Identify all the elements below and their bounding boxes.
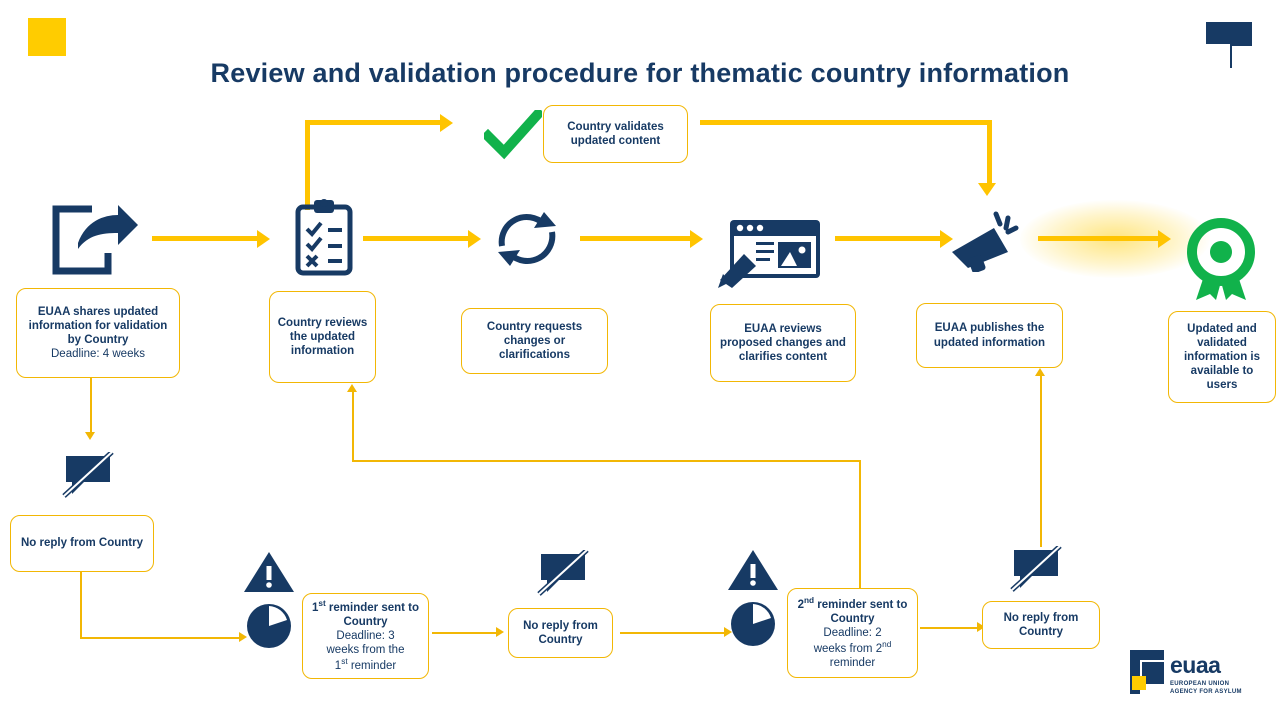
arrow-review-up xyxy=(305,120,310,210)
node-euaa-reviews-label: EUAA reviews proposed changes and clarifies content xyxy=(720,322,846,363)
arrow-down-to-publish xyxy=(987,120,992,185)
node-no-reply-3 xyxy=(982,601,1100,649)
arrow-publish-to-available xyxy=(1038,236,1158,241)
arrowhead-share-to-review xyxy=(257,230,270,248)
arrow-review-to-requests xyxy=(363,236,468,241)
arrowhead-publish-to-available xyxy=(1158,230,1171,248)
arrowhead-up-to-validate xyxy=(440,114,453,132)
node-euaa-reviews xyxy=(710,304,856,382)
arrowhead-review-to-requests xyxy=(468,230,481,248)
node-reminder-2-deadline: Deadline: 2 weeks from 2nd reminder xyxy=(813,626,892,669)
node-no-reply-3-label: No reply from Country xyxy=(1003,611,1079,638)
no-reply-icon-1 xyxy=(62,452,114,503)
arrowhead-requests-to-clarifies xyxy=(690,230,703,248)
line-loop-horizontal xyxy=(352,460,860,462)
megaphone-icon xyxy=(946,210,1024,277)
line-reminder2-to-noreply3 xyxy=(920,627,978,629)
node-no-reply-1-label: No reply from Country xyxy=(20,537,144,550)
node-country-validates xyxy=(543,105,688,163)
arrowhead-down-to-publish xyxy=(978,183,996,196)
arrowhead-share-to-noreply1 xyxy=(85,432,95,440)
green-award-icon xyxy=(1182,218,1260,305)
corner-square-yellow xyxy=(28,18,66,56)
line-reminder1-to-noreply2 xyxy=(432,632,497,634)
node-reminder-2-label: 2nd reminder sent to Country xyxy=(797,596,908,625)
arrow-requests-to-clarifies xyxy=(580,236,690,241)
node-reminder-1 xyxy=(302,593,429,679)
node-country-requests xyxy=(461,308,608,374)
logo-wordmark: euaa xyxy=(1170,652,1221,678)
node-reminder-1-label: 1st reminder sent to Country xyxy=(311,599,420,628)
node-no-reply-2-label: No reply from Country xyxy=(523,619,598,646)
node-reminder-1-deadline: Deadline: 3 weeks from the 1st reminder xyxy=(326,629,405,672)
node-no-reply-1 xyxy=(10,515,154,572)
node-euaa-shares-deadline: Deadline: 4 weeks xyxy=(51,348,145,361)
arrow-share-to-review xyxy=(152,236,257,241)
node-euaa-shares-label: EUAA shares updated information for validation by Country xyxy=(28,305,168,346)
line-noreply1-down xyxy=(80,570,82,638)
page-title: Review and validation procedure for thematic country information xyxy=(210,58,1070,88)
euaa-logo xyxy=(1130,650,1248,704)
share-arrow-icon xyxy=(52,205,140,280)
line-share-to-noreply1 xyxy=(90,378,92,433)
node-euaa-shares xyxy=(16,288,180,378)
warning-clock-icon-2 xyxy=(726,548,788,653)
arrowhead-reminder1-to-noreply2 xyxy=(496,627,504,637)
node-updated-available-label: Updated and validated information is available to users xyxy=(1183,322,1261,392)
line-loop-up-to-review xyxy=(352,392,354,460)
node-country-reviews xyxy=(269,291,376,383)
line-noreply1-to-reminder1 xyxy=(80,637,240,639)
node-updated-available xyxy=(1168,311,1276,403)
refresh-cycle-icon xyxy=(492,208,562,275)
arrowhead-loop-to-review xyxy=(347,384,357,392)
no-reply-icon-3 xyxy=(1010,546,1062,597)
node-euaa-publishes xyxy=(916,303,1063,368)
arrowhead-noreply3-to-publish xyxy=(1035,368,1045,376)
line-noreply3-to-publish xyxy=(1040,375,1042,547)
warning-clock-icon-1 xyxy=(242,550,304,655)
node-country-validates-label: Country validates updated content xyxy=(567,120,664,147)
green-check-icon xyxy=(484,110,542,165)
arrow-validate-to-right xyxy=(700,120,992,125)
document-edit-icon xyxy=(718,218,823,295)
node-reminder-2 xyxy=(787,588,918,678)
line-noreply2-to-reminder2 xyxy=(620,632,725,634)
node-country-reviews-label: Country reviews the updated information xyxy=(277,316,368,357)
arrow-clarifies-to-publish xyxy=(835,236,940,241)
node-euaa-publishes-label: EUAA publishes the updated information xyxy=(933,322,1046,349)
clipboard-check-icon xyxy=(295,198,353,281)
node-country-requests-label: Country requests changes or clarifications xyxy=(486,320,583,361)
no-reply-icon-2 xyxy=(537,550,589,601)
node-no-reply-2 xyxy=(508,608,613,658)
arrow-up-to-validate xyxy=(305,120,440,125)
logo-subtitle: EUROPEAN UNION AGENCY FOR ASYLUM xyxy=(1170,681,1242,696)
